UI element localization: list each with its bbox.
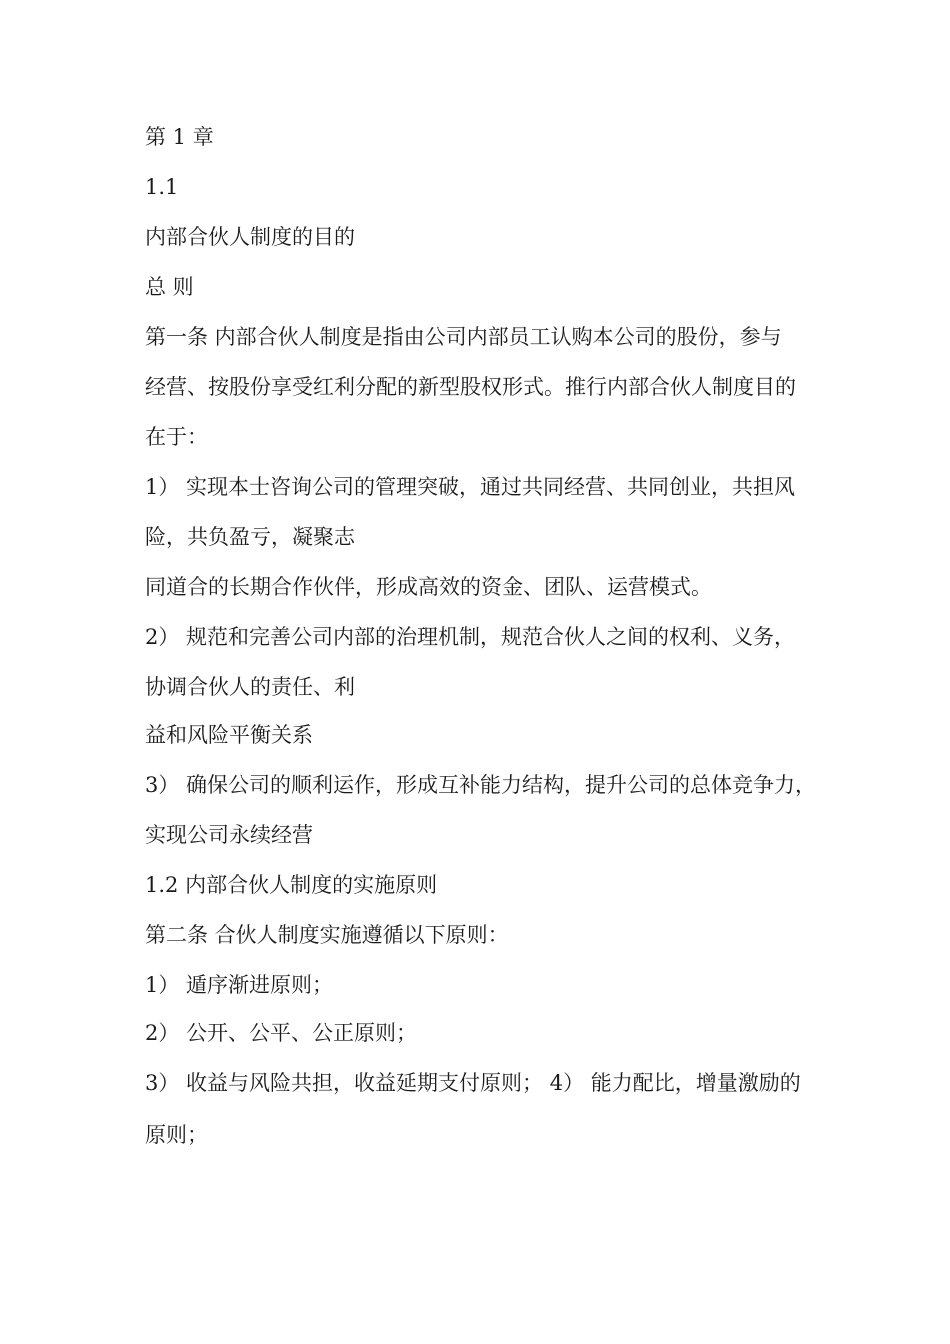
paragraph-line: 第二条 合伙人制度实施遵循以下原则： [145, 923, 509, 947]
list-item-line: 3） 收益与风险共担，收益延期支付原则； 4） 能力配比，增量激励的 [145, 1071, 801, 1095]
list-item-line: 实现公司永续经营 [145, 823, 313, 847]
paragraph-line: 第一条 内部合伙人制度是指由公司内部员工认购本公司的股份，参与 [145, 325, 782, 349]
paragraph-line: 经营、按股份享受红利分配的新型股权形式。推行内部合伙人制度目的 [145, 375, 796, 399]
section-number: 1.1 [145, 175, 179, 199]
list-item-line: 益和风险平衡关系 [145, 723, 313, 747]
list-item-line: 3） 确保公司的顺利运作，形成互补能力结构，提升公司的总体竞争力， [145, 773, 817, 797]
list-item-line: 同道合的长期合作伙伴，形成高效的资金、团队、运营模式。 [145, 575, 712, 599]
list-item-line: 2） 规范和完善公司内部的治理机制，规范合伙人之间的权利、义务， [145, 625, 796, 649]
section-title: 内部合伙人制度的目的 [145, 225, 355, 249]
section-heading: 1.2 内部合伙人制度的实施原则 [145, 873, 438, 897]
chapter-title: 总 则 [145, 275, 194, 299]
list-item-line: 2） 公开、公平、公正原则； [145, 1021, 418, 1045]
list-item-line: 协调合伙人的责任、利 [145, 675, 355, 699]
list-item-line: 原则； [145, 1123, 208, 1147]
list-item-line: 险，共负盈亏，凝聚志 [145, 525, 355, 549]
list-item-line: 1） 实现本士咨询公司的管理突破，通过共同经营、共同创业，共担风 [145, 475, 796, 499]
paragraph-line: 在于： [145, 425, 208, 449]
list-item-line: 1） 遁序渐进原则； [145, 973, 334, 997]
chapter-heading: 第 1 章 [145, 125, 214, 149]
